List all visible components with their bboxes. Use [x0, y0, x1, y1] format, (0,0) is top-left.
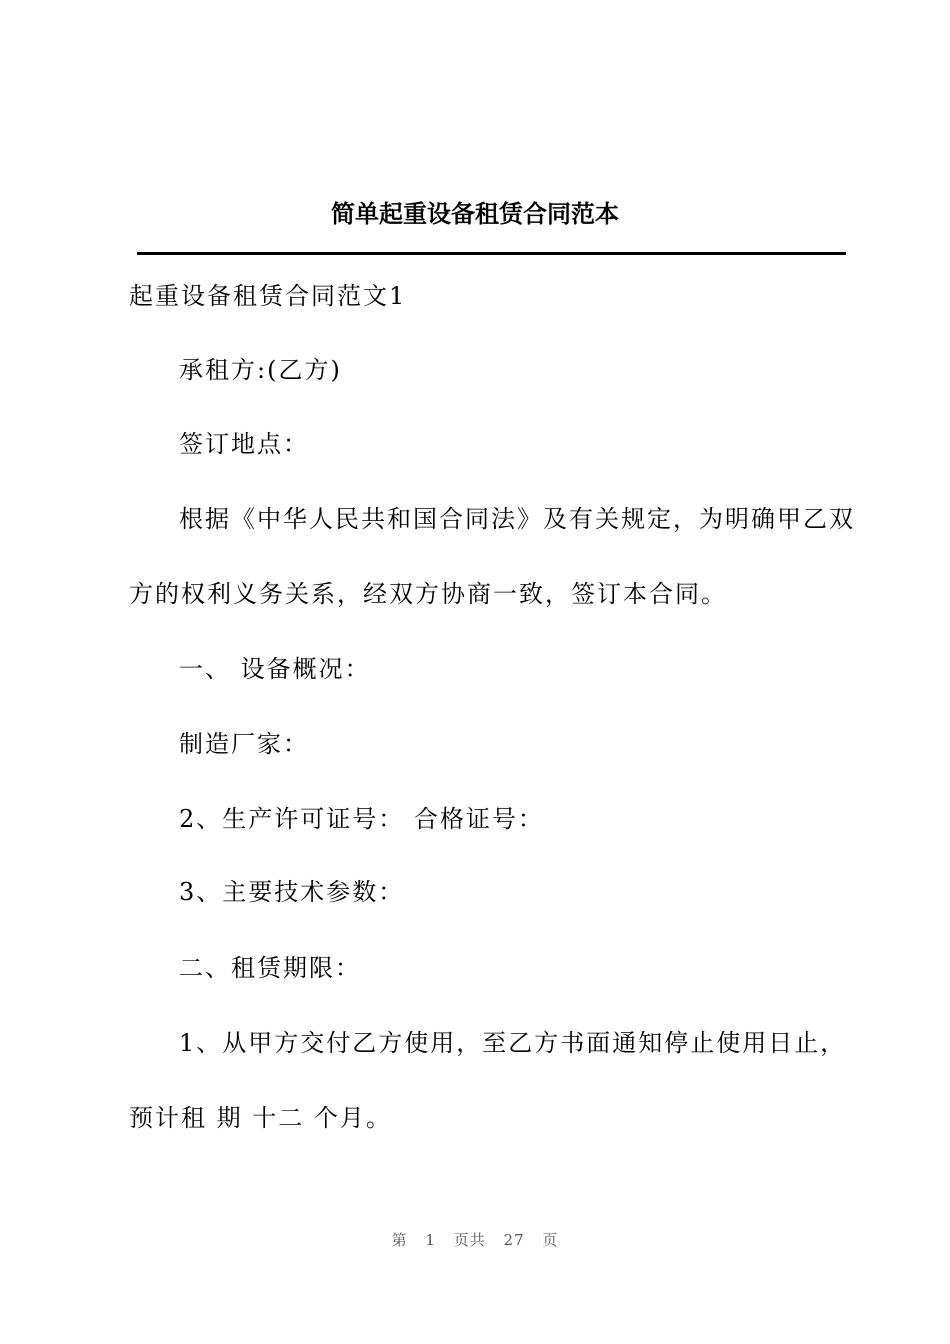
- document-title: 简单起重设备租赁合同范本: [331, 200, 619, 228]
- section-heading: 起重设备租赁合同范文1: [129, 282, 407, 310]
- footer-page-mid: 页共: [453, 1231, 486, 1249]
- paragraph-preamble-line1: 根据《中华人民共和国合同法》及有关规定，为明确甲乙双: [179, 505, 855, 533]
- paragraph-lessee: 承租方:(乙方): [179, 356, 342, 384]
- paragraph-tech-params: 3、主要技术参数：: [179, 878, 405, 906]
- paragraph-lease-term: 二、租赁期限：: [179, 954, 361, 982]
- paragraph-preamble-line2: 方的权利义务关系，经双方协商一致，签订本合同。: [129, 580, 727, 608]
- paragraph-term-detail-line2: 预计租 期 十二 个月。: [129, 1104, 392, 1132]
- title-underline: [137, 252, 846, 255]
- paragraph-manufacturer: 制造厂家：: [179, 730, 309, 758]
- footer-page-prefix: 第: [391, 1231, 408, 1249]
- page-footer: [0, 1228, 950, 1252]
- paragraph-term-detail-line1: 1、从甲方交付乙方使用，至乙方书面通知停止使用日止，: [179, 1029, 847, 1057]
- paragraph-signing-place: 签订地点：: [179, 430, 309, 458]
- paragraph-license-number: 2、生产许可证号： 合格证号：: [179, 805, 544, 833]
- footer-page-suffix: 页: [542, 1231, 559, 1249]
- paragraph-equipment-overview: 一、 设备概况：: [179, 655, 371, 683]
- footer-page-current: 1: [425, 1231, 436, 1249]
- footer-page-total: 27: [503, 1231, 525, 1249]
